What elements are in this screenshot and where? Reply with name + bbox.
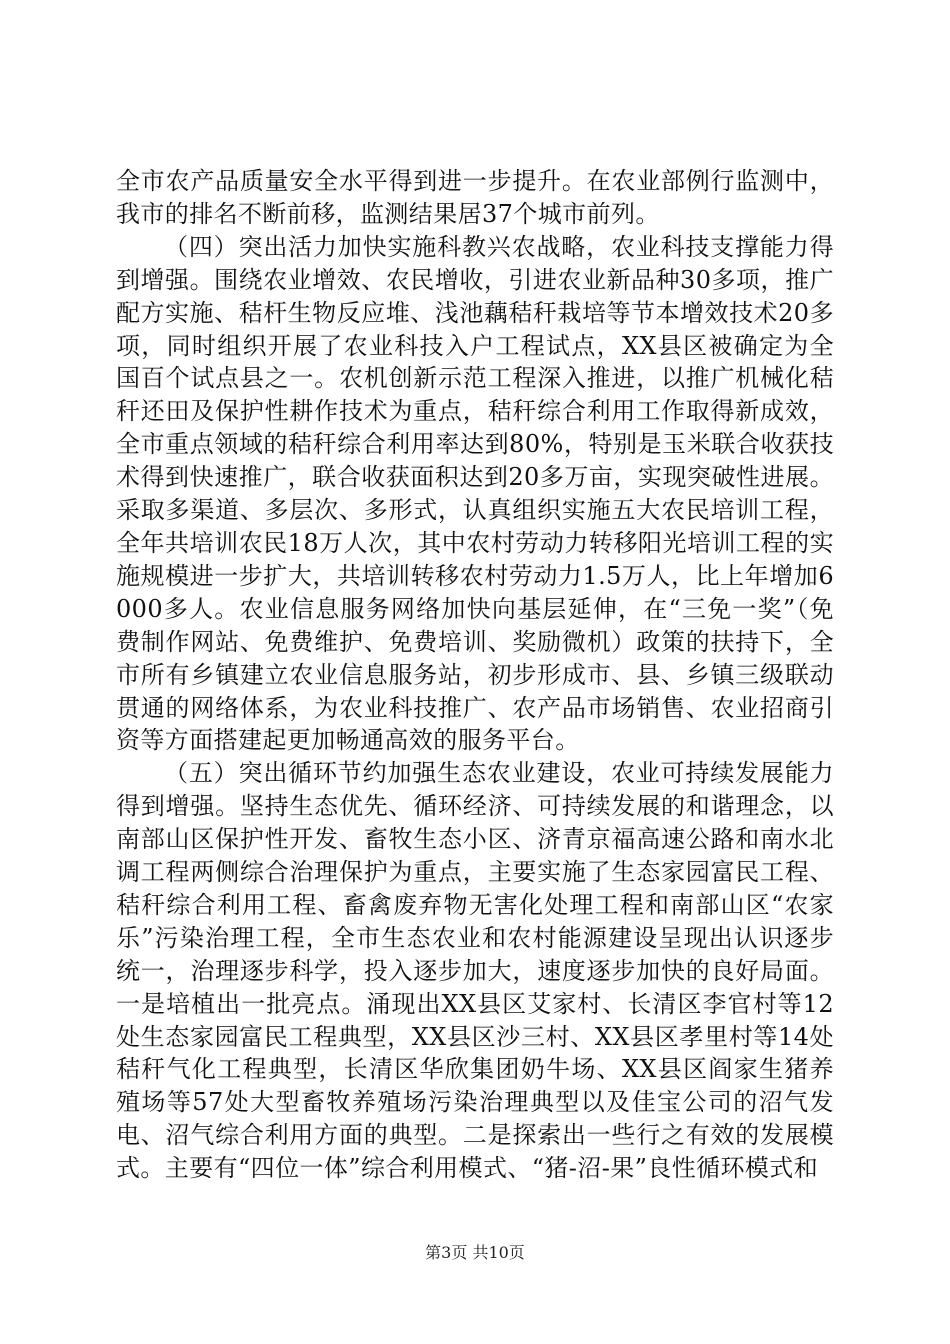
page-number-footer: 第3页 共10页: [425, 1243, 525, 1262]
paragraph-section-five: （五）突出循环节约加强生态农业建设，农业可持续发展能力得到增强。坚持生态优先、循环经济、可持续发展的和谐理念，以南部山区保护性开发、畜牧生态小区、济青京福高速公路和南水北调工程两侧综合治理保护为重点，主要实施了生态家园富民工程、秸秆综合利用工程、畜禽废弃物无害化处理工程和南部山区“农家乐”污染治理工程，全市生态农业和农村能源建设呈现出认识逐步统一，治理逐步科学，投入逐步加大，速度逐步加快的良好局面。一是培植出一批亮点。涌现出XX县区艾家村、长清区李官村等12处生态家园富民工程典型，XX县区沙三村、XX县区孝里村等14处秸秆气化工程典型，长清区华欣集团奶牛场、XX县区阎家生猪养殖场等57处大型畜牧养殖场污染治理典型以及佳宝公司的沼气发电、沼气综合利用方面的典型。二是探索出一些行之有效的发展模式。主要有“四位一体”综合利用模式、“猪-沼-果”良性循环模式和: [116, 759, 834, 1183]
paragraph-section-four: （四）突出活力加快实施科教兴农战略，农业科技支撑能力得到增强。围绕农业增效、农民增收，引进农业新品种30多项，推广配方实施、秸杆生物反应堆、浅池藕秸秆栽培等节本增效技术20多项，同时组织开展了农业科技入户工程试点，XX县区被确定为全国百个试点县之一。农机创新示范工程深入推进，以推广机械化秸秆还田及保护性耕作技术为重点，秸秆综合利用工作取得新成效，全市重点领域的秸秆综合利用率达到80%，特别是玉米联合收获技术得到快速推广，联合收获面积达到20多万亩，实现突破性进展。采取多渠道、多层次、多形式，认真组织实施五大农民培训工程，全年共培训农民18万人次，其中农村劳动力转移阳光培训工程的实施规模进一步扩大，共培训转移农村劳动力1.5万人，比上年增加6000多人。农业信息服务网络加快向基层延伸，在“三免一奖”（免费制作网站、免费维护、免费培训、奖励微机）政策的扶持下，全市所有乡镇建立农业信息服务站，初步形成市、县、乡镇三级联动贯通的网络体系，为农业科技推广、农产品市场销售、农业招商引资等方面搭建起更加畅通高效的服务平台。: [116, 232, 834, 755]
paragraph-continuation: 全市农产品质量安全水平得到进一步提升。在农业部例行监测中，我市的排名不断前移，监测结果居37个城市前列。: [116, 167, 834, 228]
document-body: [116, 165, 834, 1185]
